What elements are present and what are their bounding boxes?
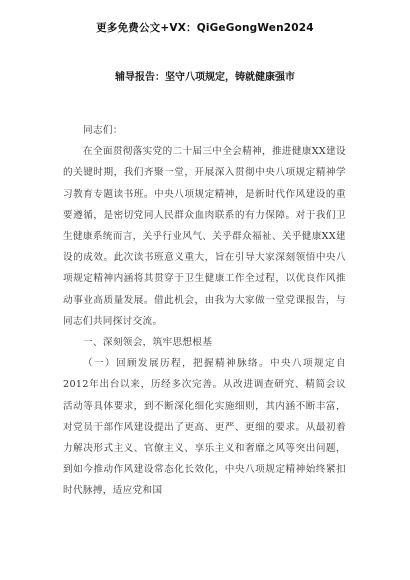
document-title: 辅导报告：坚守八项规定，铸就健康强市 [115, 72, 295, 83]
document-body [63, 120, 346, 502]
paragraph-intro: 在全面贯彻落实党的二十届三中全会精神，推进健康XX建设的关键时期，我们齐聚一堂，开展深入贯彻中央八项规定精神学习教育专题读书班。中央八项规定精神，是新时代作风建设的重要遵循，是密切党同人民群众血肉联系的有力保障。对于我们卫生健康系统而言，关乎行业风气、关乎群众福祉、关乎健康XX建设的成效。此次读书班意义重大，旨在引导大家深刻领悟中央八项规定精神内涵将其贯穿于卫生健康工作全过程，以优良作风推动事业高质量发展。借此机会，由我为大家做一堂党课报告，与同志们共同探讨交流。 [63, 146, 346, 327]
section-heading: 一、深刻领会，筑牢思想根基 [83, 337, 213, 349]
paragraph-section-1: （一）回顾发展历程，把握精神脉络。中央八项规定自2012年出台以来，历经多次完善。从改进调查研究、精简会议活动等具体要求，到不断深化细化实施细则，其内涵不断丰富，对党员干部作风建设提出了更高、更严、更细的要求。从最初着力解决形式主义、官僚主义、享乐主义和奢靡之风等突出问题，到如今推动作风建设常态化长效化，中央八项规定精神始终紧扣时代脉搏，适应党和国 [63, 358, 346, 497]
salutation: 同志们： [83, 125, 123, 136]
promo-header: 更多免费公文+VX：QiGeGongWen2024 [96, 22, 314, 34]
